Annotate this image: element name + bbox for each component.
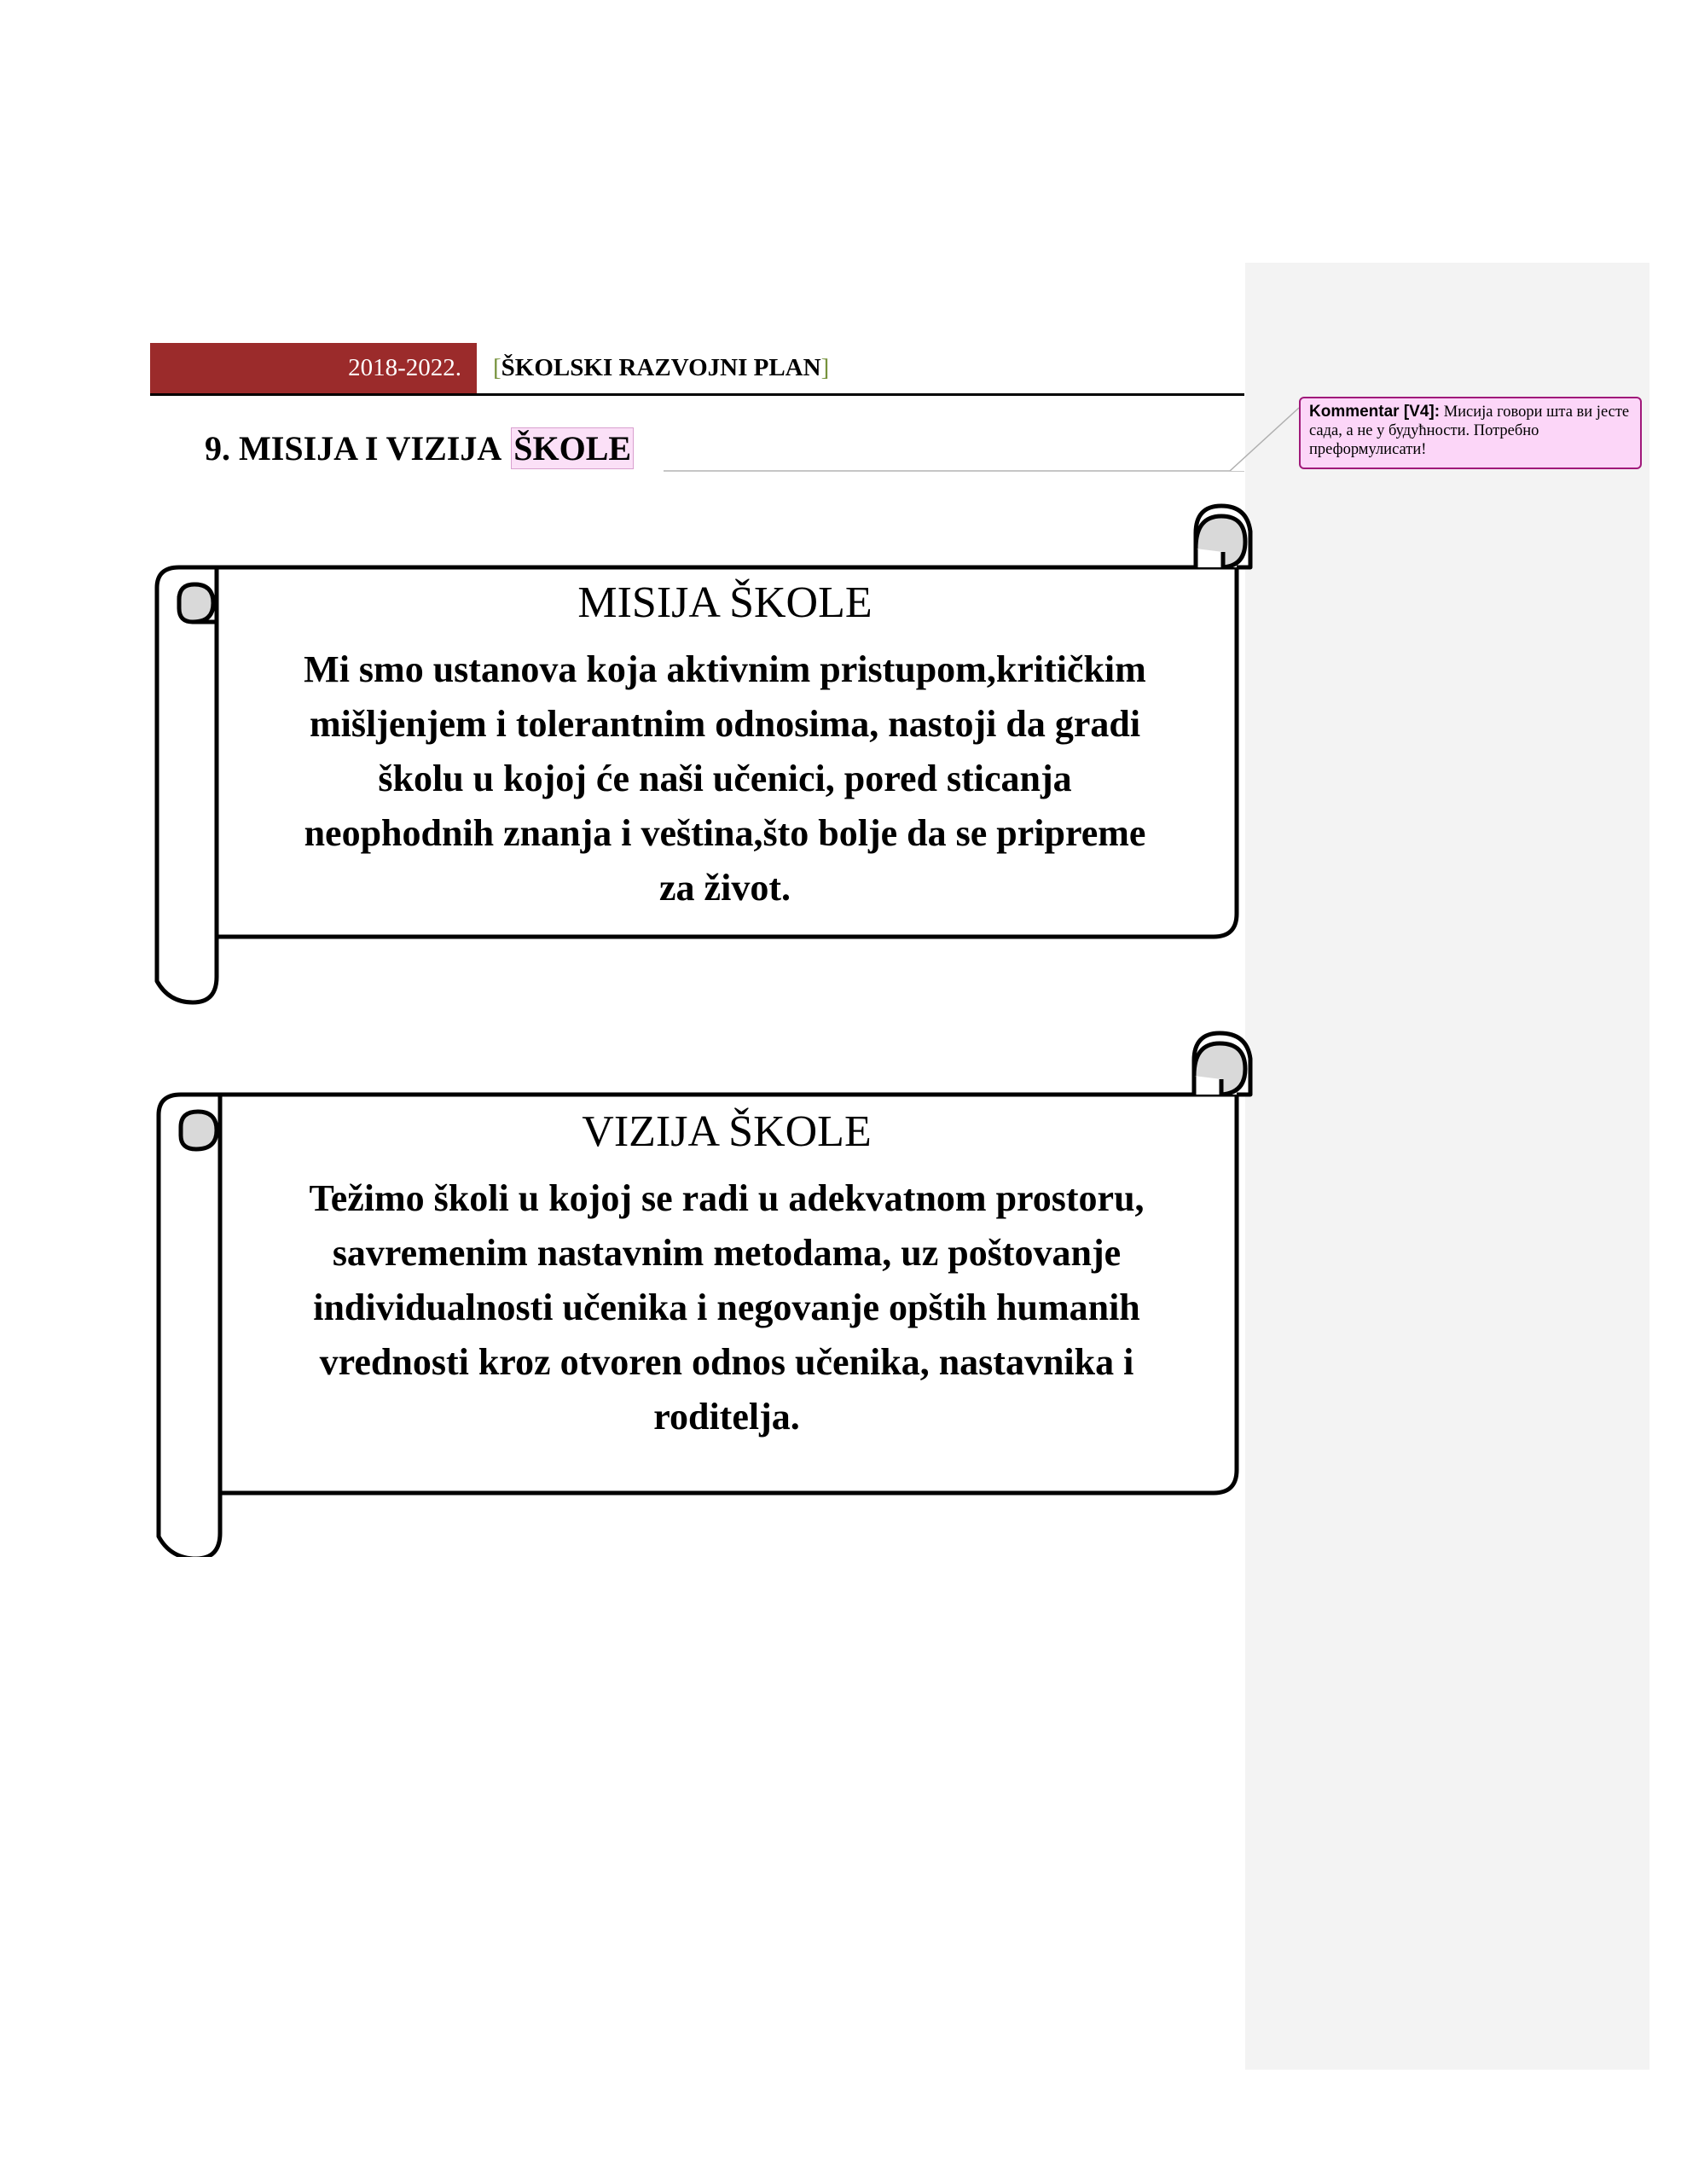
- mission-text: [230, 642, 1220, 915]
- mission-line: školu u kojoj će naši učenici, pored sticanja: [378, 758, 1072, 799]
- section-heading-text: 9. MISIJA I VIZIJA: [205, 428, 502, 468]
- header-years: 2018-2022.: [348, 354, 461, 381]
- mission-scroll: [145, 499, 1271, 1011]
- commented-text-highlight[interactable]: ŠKOLE: [513, 428, 632, 468]
- header-bracket-open: [: [493, 354, 501, 381]
- header-bracket-close: ]: [820, 354, 830, 381]
- vision-line: savremenim nastavnim metodama, uz poštovanje: [332, 1232, 1122, 1274]
- header-year-band: [150, 343, 477, 393]
- header-rule: [150, 393, 1244, 396]
- vision-line: roditelja.: [653, 1396, 800, 1438]
- mission-line: neophodnih znanja i veština,što bolje da se pripreme: [304, 812, 1146, 854]
- comment-text: Мисија говори шта ви јесте сада, а не у будућности. Потребно преформулисати!: [1309, 404, 1630, 458]
- vision-text: [232, 1171, 1221, 1444]
- comment-label: Kommentar [V4]:: [1309, 403, 1441, 421]
- mission-line: Mi smo ustanova koja aktivnim pristupom,kritičkim: [304, 648, 1146, 690]
- vision-line: vrednosti kroz otvoren odnos učenika, nastavnika i: [319, 1341, 1134, 1383]
- vision-title: VIZIJA ŠKOLE: [582, 1107, 872, 1156]
- vision-line: Težimo školi u kojoj se radi u adekvatnom prostoru,: [309, 1177, 1145, 1219]
- mission-line: za život.: [659, 867, 791, 909]
- mission-title: MISIJA ŠKOLE: [577, 578, 872, 627]
- section-heading: [205, 423, 633, 473]
- header-title: [493, 343, 829, 393]
- mission-line: mišljenjem i tolerantnim odnosima, nastoji da gradi: [309, 703, 1141, 745]
- comment-balloon[interactable]: [1299, 397, 1642, 469]
- header-doc-title: ŠKOLSKI RAZVOJNI PLAN: [501, 354, 821, 381]
- vision-content: [232, 1107, 1221, 1444]
- vision-scroll: [147, 1028, 1272, 1557]
- vision-line: individualnosti učenika i negovanje opštih humanih: [313, 1287, 1140, 1328]
- mission-content: [230, 578, 1220, 915]
- comment-anchor-rule: [664, 471, 1244, 472]
